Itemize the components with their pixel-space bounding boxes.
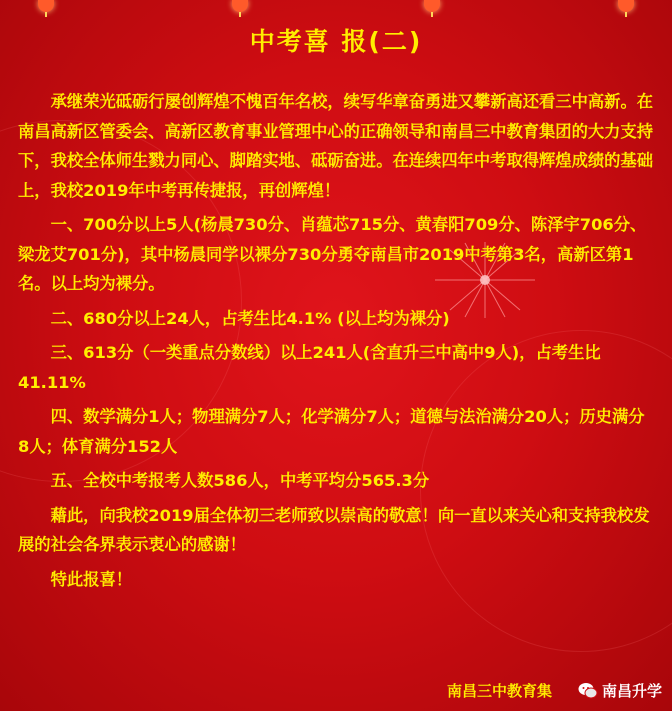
result-item-2: 二、680分以上24人，占考生比4.1% (以上均为裸分) [50, 308, 450, 328]
lantern-icon [618, 0, 634, 12]
result-item-5: 五、全校中考报考人数586人，中考平均分565.3分 [50, 471, 430, 490]
closing-line: 特此报喜！ [50, 569, 133, 589]
result-item-3: 三、613分（一类重点分数线）以上241人(含直升三中高中9人)，占考生比41.11% [18, 343, 601, 392]
wechat-icon [578, 682, 598, 700]
intro-paragraph: 承继荣光砥砺行屡创辉煌不愧百年名校，续写华章奋勇进又攀新高还看三中高新。在南昌高新区管委会、高新区教育事业管理中心的正确领导和南昌三中教育集团的大力支持下，我校全体师生戮力同心、脚踏实地、砥砺奋进。在连续四年中考取得辉煌成绩的基础上，我校2019年中考再传捷报，再创辉煌！ [18, 92, 654, 200]
lantern-icon [424, 0, 440, 12]
watermark-text: 南昌升学 [601, 682, 662, 700]
watermark [578, 680, 662, 701]
result-item-1: 一、700分以上5人(杨晨730分、肖蕴芯715分、黄春阳709分、陈泽宇706分、梁龙艾701分)，其中杨晨同学以裸分730分勇夺南昌市2019中考第3名，高新区第1名。以上均为裸分。 [18, 215, 647, 293]
lantern-icon [232, 0, 248, 12]
lantern-icon [38, 0, 54, 12]
thanks-paragraph: 藉此，向我校2019届全体初三老师致以崇高的敬意！向一直以来关心和支持我校发展的社会各界表示衷心的感谢！ [18, 505, 650, 554]
announcement-body [18, 87, 654, 599]
signature-org: 南昌三中教育集 [446, 682, 552, 700]
page-title: 中考喜 报(二) [249, 27, 423, 56]
result-item-4: 四、数学满分1人；物理满分7人；化学满分7人；道德与法治满分20人；历史满分8人；体育满分152人 [18, 407, 645, 456]
